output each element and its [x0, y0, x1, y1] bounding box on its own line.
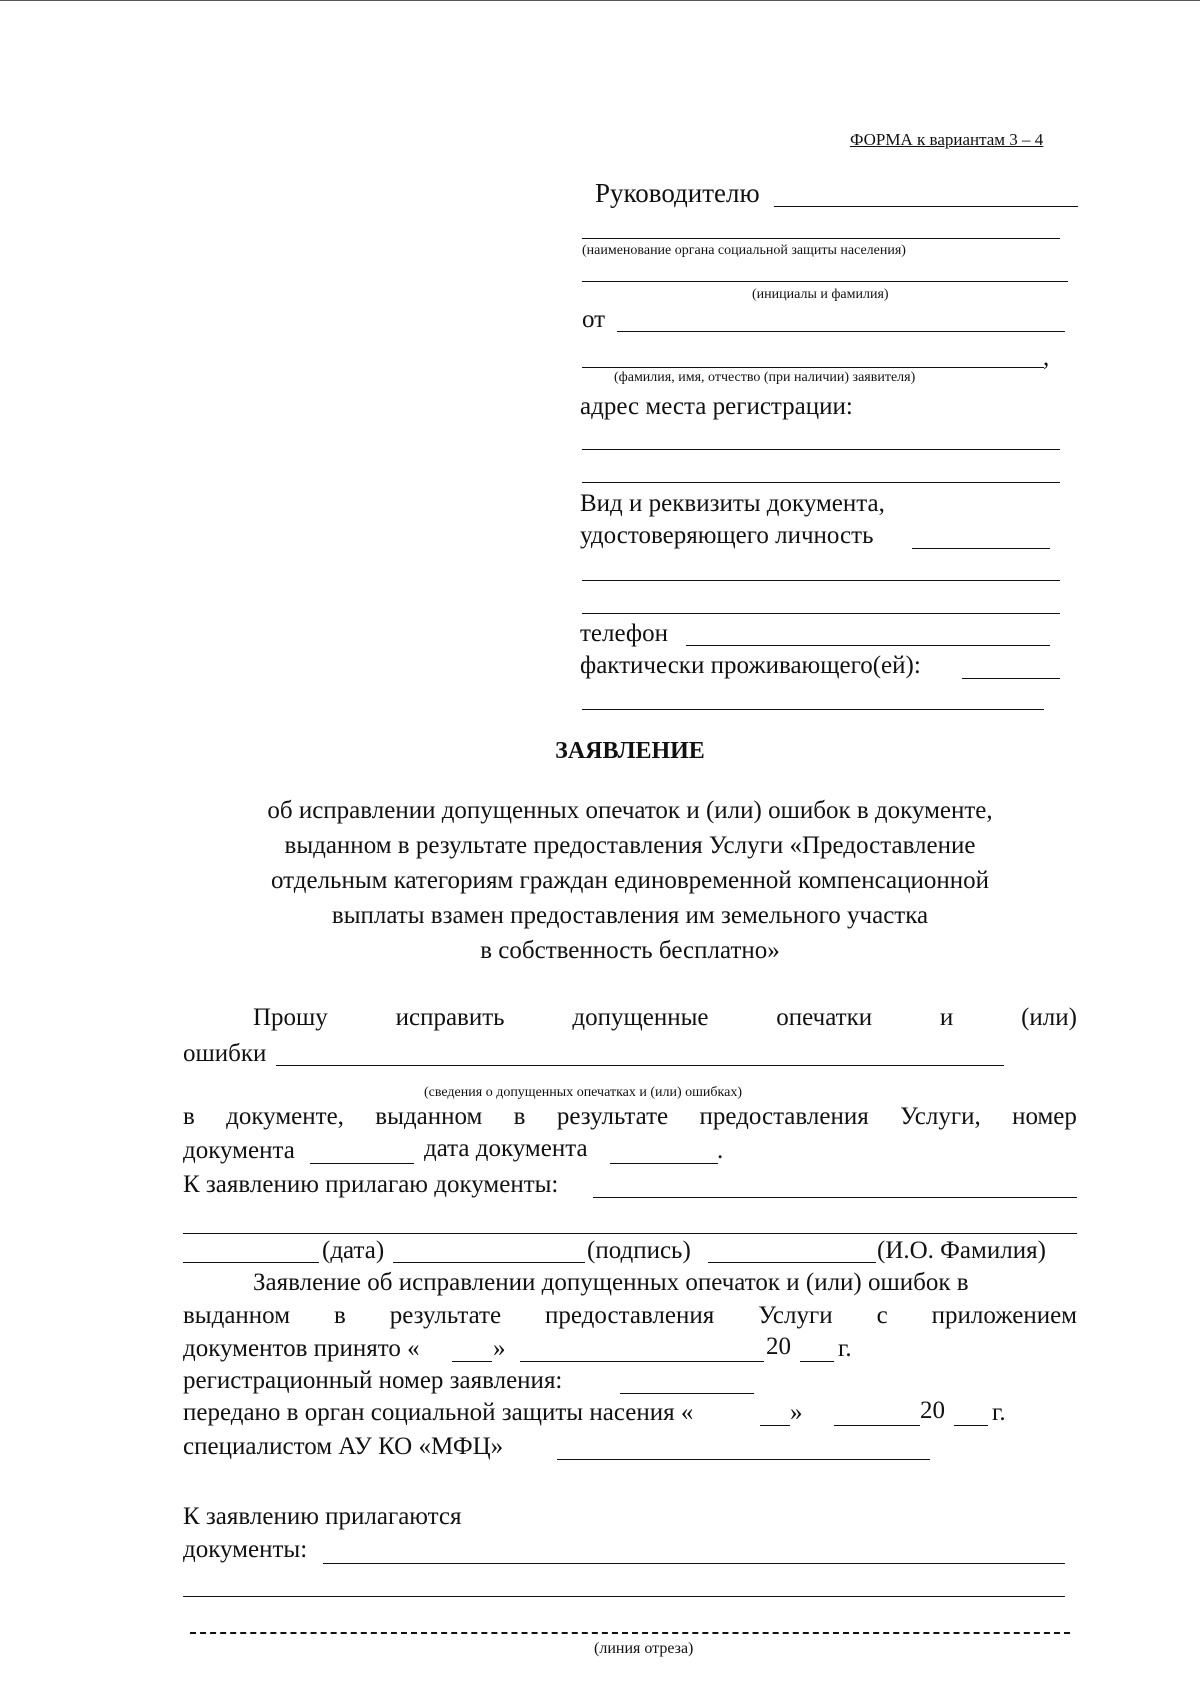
- attachments-field-2[interactable]: [183, 1596, 1065, 1597]
- subtitle-line-2: выданном в результате предоставления Услуги «Предоставление: [284, 832, 976, 859]
- attach-label: К заявлению прилагаю документы:: [183, 1171, 559, 1198]
- issued-word: результате: [556, 1103, 669, 1130]
- doc-number-field[interactable]: [310, 1163, 414, 1164]
- reg-number-field[interactable]: [620, 1393, 754, 1394]
- request-word: (или): [1021, 1004, 1077, 1031]
- accepted-prefix: документов принято «: [183, 1335, 420, 1362]
- address-field-1[interactable]: [582, 449, 1060, 450]
- issued-word: документе,: [226, 1103, 344, 1130]
- transferred-day-field[interactable]: [760, 1425, 790, 1426]
- form-label: ФОРМА к вариантам 3 – 4: [850, 130, 1044, 149]
- residence-field[interactable]: [962, 678, 1060, 679]
- address-field-2[interactable]: [582, 482, 1060, 483]
- issued-word: в: [183, 1103, 195, 1130]
- attachments-field[interactable]: [323, 1563, 1065, 1564]
- request-word: допущенные: [572, 1004, 709, 1031]
- errors-hint: (сведения о допущенных опечатках и (или) ошибках): [424, 1085, 743, 1100]
- applicant-hint: (фамилия, имя, отчество (при наличии) заявителя): [614, 370, 916, 385]
- issued-word: Услуги,: [900, 1103, 981, 1130]
- specialist-field[interactable]: [557, 1459, 930, 1460]
- accepted-quote-close: »: [493, 1335, 506, 1362]
- accepted-word: предоставления: [545, 1302, 715, 1329]
- attach-field-2[interactable]: [183, 1233, 1077, 1234]
- phone-label: телефон: [580, 620, 668, 647]
- accepted-word: в: [334, 1302, 346, 1329]
- errors-label: ошибки: [183, 1040, 267, 1067]
- accepted-line-1: Заявление об исправлении допущенных опечаток и (или) ошибок в: [253, 1269, 969, 1296]
- comma: ,: [1043, 344, 1050, 371]
- cut-line-caption: (линия отреза): [594, 1640, 694, 1657]
- transferred-month-field[interactable]: [834, 1425, 920, 1426]
- applicant-field[interactable]: [582, 367, 1044, 368]
- specialist-label: специалистом АУ КО «МФЦ»: [183, 1433, 504, 1460]
- subtitle-line-1: об исправлении допущенных опечаток и (или) ошибок в документе,: [267, 797, 993, 824]
- date-field[interactable]: [183, 1262, 319, 1263]
- date-caption: (дата): [322, 1237, 385, 1264]
- signature-caption: (подпись): [587, 1237, 691, 1264]
- accepted-year-prefix: 20: [766, 1333, 791, 1360]
- issued-word: предоставления: [699, 1103, 869, 1130]
- request-word: Прошу: [253, 1004, 328, 1031]
- signature-field[interactable]: [393, 1262, 585, 1263]
- id-doc-field[interactable]: [912, 548, 1050, 549]
- accepted-year-suffix: г.: [838, 1335, 852, 1362]
- from-label: от: [582, 306, 606, 333]
- id-doc-label-2: удостоверяющего личность: [580, 522, 874, 549]
- accepted-word: выданном: [183, 1302, 291, 1329]
- name-caption: (И.О. Фамилия): [877, 1237, 1046, 1264]
- request-word: опечатки: [776, 1004, 873, 1031]
- cut-line: [190, 1632, 1070, 1634]
- residence-field-2[interactable]: [582, 709, 1044, 710]
- issued-line: [183, 1103, 1077, 1131]
- initials-hint: (инициалы и фамилия): [752, 287, 889, 302]
- transferred-year-field[interactable]: [954, 1425, 988, 1426]
- document-title: ЗАЯВЛЕНИЕ: [555, 738, 705, 764]
- id-doc-field-3[interactable]: [582, 613, 1060, 614]
- page-top-edge: [0, 0, 1200, 1]
- accepted-month-field[interactable]: [520, 1361, 764, 1362]
- issued-word: номер: [1012, 1103, 1077, 1130]
- accepted-word: с: [876, 1302, 888, 1329]
- phone-field[interactable]: [686, 645, 1050, 646]
- reg-number-label: регистрационный номер заявления:: [183, 1367, 563, 1394]
- issued-word: выданном: [375, 1103, 483, 1130]
- org-name-field[interactable]: [582, 238, 1060, 239]
- transferred-year-prefix: 20: [920, 1397, 945, 1424]
- subtitle-line-3: отдельным категориям граждан единовременной компенсационной: [270, 867, 989, 894]
- org-hint: (наименование органа социальной защиты населения): [582, 243, 906, 258]
- address-label: адрес места регистрации:: [580, 393, 853, 420]
- to-label: Руководителю: [595, 178, 760, 208]
- transferred-year-suffix: г.: [992, 1399, 1006, 1426]
- doc-date-period: .: [717, 1137, 724, 1164]
- transferred-quote-close: »: [790, 1399, 803, 1426]
- residence-label: фактически проживающего(ей):: [580, 652, 921, 679]
- errors-field[interactable]: [276, 1065, 1004, 1066]
- doc-number-label: документа: [183, 1137, 295, 1164]
- accepted-word: результате: [389, 1302, 502, 1329]
- request-word: и: [939, 1004, 954, 1031]
- attach-field[interactable]: [593, 1197, 1077, 1198]
- from-field[interactable]: [617, 331, 1065, 332]
- subtitle-line-4: выплаты взамен предоставления им земельного участка: [331, 902, 929, 929]
- request-word: исправить: [395, 1004, 505, 1031]
- request-line: [253, 1004, 1077, 1032]
- attachments-line-1: К заявлению прилагаются: [183, 1503, 462, 1530]
- accepted-word: приложением: [931, 1302, 1077, 1329]
- issued-word: в: [513, 1103, 526, 1130]
- accepted-line-2: [183, 1302, 1077, 1330]
- doc-date-label: дата документа: [424, 1135, 588, 1162]
- subtitle-line-5: в собственность бесплатно»: [480, 937, 780, 964]
- accepted-year-field[interactable]: [800, 1361, 834, 1362]
- head-name-field[interactable]: [774, 206, 1078, 207]
- initials-field[interactable]: [582, 281, 1068, 282]
- accepted-word: Услуги: [758, 1302, 833, 1329]
- transferred-prefix: передано в орган социальной защиты насения «: [183, 1399, 694, 1426]
- doc-date-field[interactable]: [610, 1163, 718, 1164]
- attachments-line-2: документы:: [183, 1536, 308, 1563]
- name-field[interactable]: [708, 1262, 876, 1263]
- accepted-day-field[interactable]: [452, 1361, 492, 1362]
- id-doc-field-2[interactable]: [582, 580, 1060, 581]
- id-doc-label-1: Вид и реквизиты документа,: [580, 490, 885, 517]
